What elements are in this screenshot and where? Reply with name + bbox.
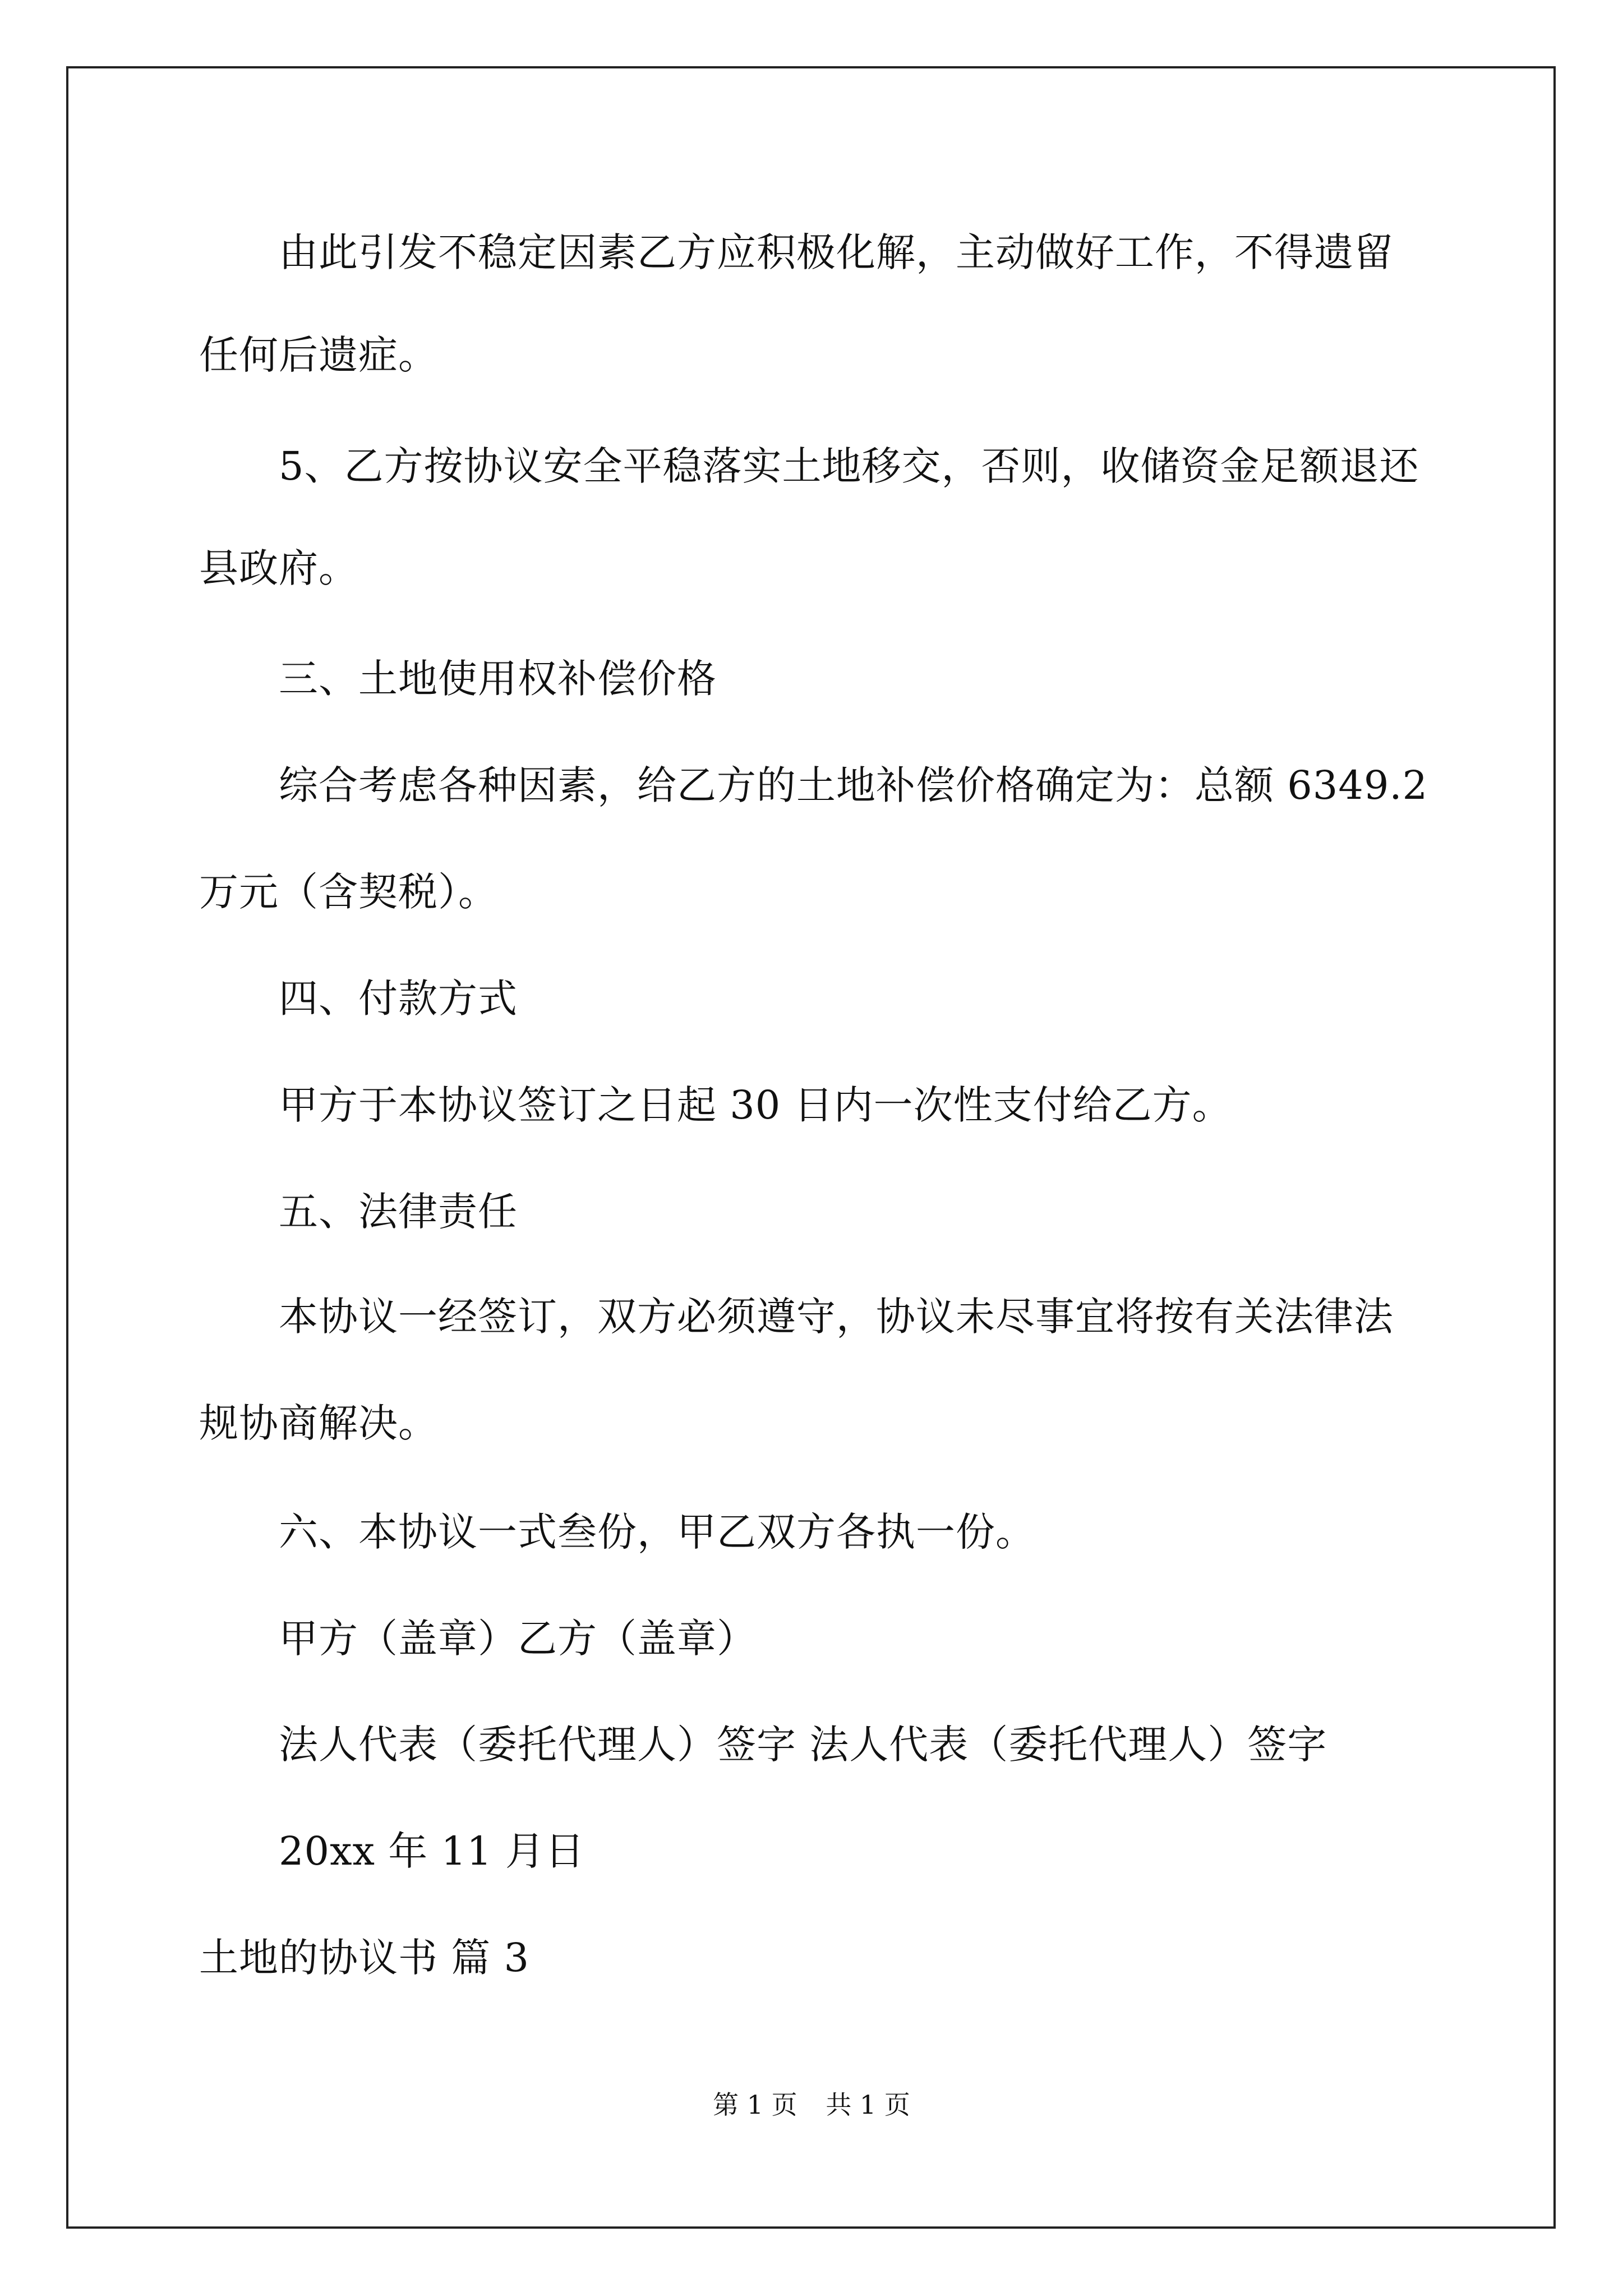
section-heading: 三、土地使用权补偿价格: [279, 656, 717, 702]
date-line: 20xx 年 11 月日: [279, 1828, 585, 1874]
page-total: 共 1 页: [826, 2090, 910, 2120]
paragraph-line: 综合考虑各种因素，给乙方的土地补偿价格确定为：总额 6349.2: [279, 762, 1428, 808]
paragraph-line: 县政府。: [199, 545, 358, 591]
section-heading: 五、法律责任: [279, 1189, 518, 1235]
next-section-title: 土地的协议书 篇 3: [199, 1935, 530, 1981]
paragraph-line: 万元（含契税）。: [199, 869, 498, 915]
page-number: 第 1 页: [713, 2090, 797, 2120]
paragraph-line: 甲方于本协议签订之日起 30 日内一次性支付给乙方。: [279, 1082, 1232, 1128]
signature-party-line: 甲方（盖章）乙方（盖章）: [279, 1616, 757, 1662]
paragraph-line: 规协商解决。: [199, 1400, 438, 1446]
page-footer: [0, 2088, 1623, 2122]
signature-line: 法人代表（委托代理人）签字 法人代表（委托代理人）签字: [279, 1722, 1327, 1768]
paragraph-line: 本协议一经签订，双方必须遵守，协议未尽事宜将按有关法律法: [279, 1294, 1394, 1340]
paragraph-line: 由此引发不稳定因素乙方应积极化解，主动做好工作，不得遗留: [279, 229, 1394, 275]
paragraph-line: 任何后遗症。: [199, 332, 438, 378]
section-heading: 四、付款方式: [279, 976, 518, 1022]
paragraph-line: 六、本协议一式叁份，甲乙双方各执一份。: [279, 1509, 1035, 1555]
page-border: [66, 66, 1556, 2229]
paragraph-line: 5、乙方按协议安全平稳落实土地移交，否则，收储资金足额退还: [279, 443, 1419, 489]
